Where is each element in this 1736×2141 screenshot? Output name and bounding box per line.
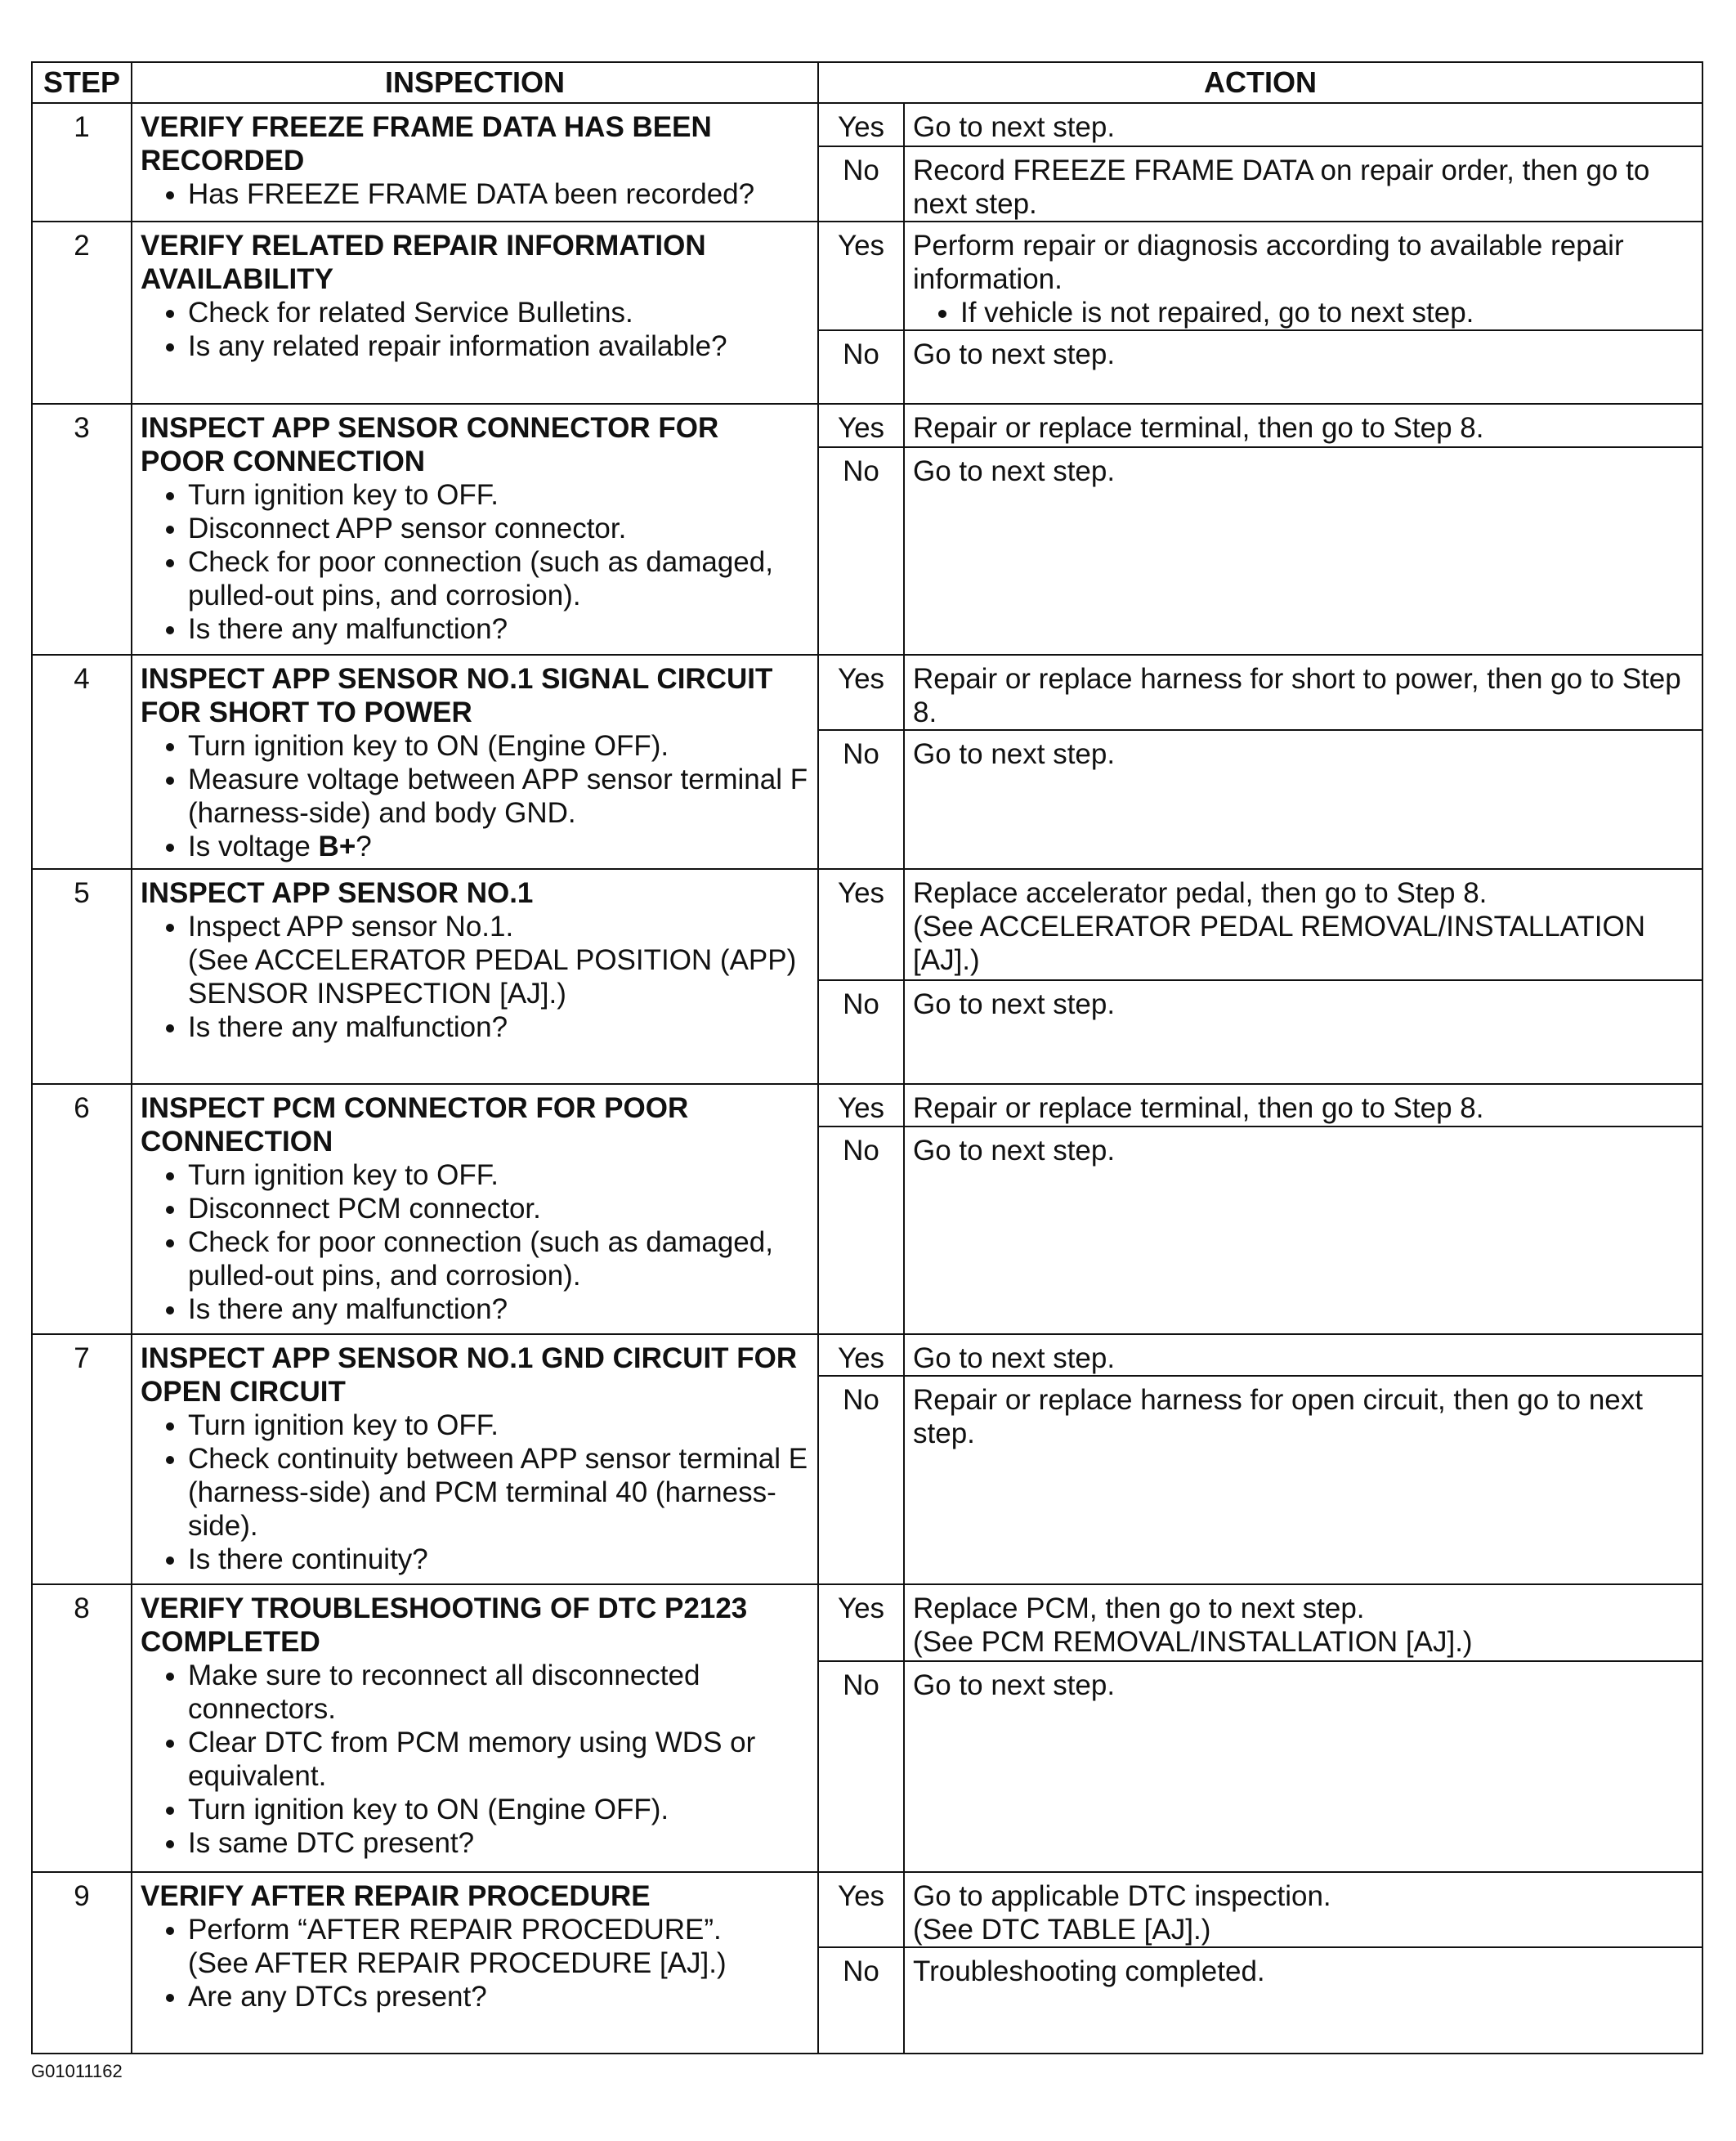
step-number: 8 [32,1584,132,1872]
inspection-list [141,478,809,646]
step-number: 6 [32,1084,132,1334]
inspection-item: • Is there continuity? [188,1543,809,1576]
no-action: Record FREEZE FRAME DATA on repair order, then go to next step. [904,146,1702,222]
step-number: 2 [32,222,132,404]
header-step: STEP [32,62,132,103]
yes-action: Replace PCM, then go to next step. [913,1592,1365,1624]
no-label: No [818,730,904,869]
table-row [32,222,1702,330]
no-action: Go to next step. [904,980,1702,1084]
voltage-question-text: Is voltage [188,831,319,862]
step-number: 9 [32,1872,132,2054]
yes-action: Repair or replace terminal, then go to Step 8. [904,404,1702,447]
table-row [32,103,1702,146]
no-label: No [818,330,904,404]
no-label: No [818,1376,904,1584]
table-row [32,1334,1702,1376]
inspection-list [141,1158,809,1326]
yes-action-cell [904,1584,1702,1661]
no-action: Go to next step. [904,730,1702,869]
yes-label: Yes [818,222,904,330]
inspection-cell [132,1872,818,2054]
inspection-item: • Check for poor connection (such as damaged, pulled-out pins, and corrosion). [188,1225,809,1292]
inspection-item-text: Inspect APP sensor No.1. [188,911,514,943]
no-label: No [818,146,904,222]
yes-label: Yes [818,869,904,980]
reference-text: (See PCM REMOVAL/INSTALLATION [AJ].) [913,1626,1473,1658]
header-inspection: INSPECTION [132,62,818,103]
reference-text: (See AFTER REPAIR PROCEDURE [AJ].) [188,1947,727,1979]
inspection-item [188,830,809,863]
inspection-cell [132,869,818,1084]
table-header-row [32,62,1702,103]
question-mark: ? [356,831,372,862]
table-row [32,1084,1702,1126]
inspection-item: • Is there any malfunction? [188,612,809,646]
action-list [913,296,1693,329]
no-action: Go to next step. [904,447,1702,655]
troubleshooting-table-container [31,61,1702,2054]
no-label: No [818,1126,904,1334]
inspection-title: INSPECT APP SENSOR CONNECTOR FOR POOR CONNECTION [141,412,719,477]
inspection-item: • Turn ignition key to ON (Engine OFF). [188,1793,809,1826]
yes-action: Perform repair or diagnosis according to available repair information. [913,230,1624,295]
inspection-title: VERIFY RELATED REPAIR INFORMATION AVAILABILITY [141,230,706,295]
inspection-item: • Is there any malfunction? [188,1292,809,1326]
troubleshooting-table [31,61,1703,2054]
reference-text: (See ACCELERATOR PEDAL REMOVAL/INSTALLATION [AJ].) [913,911,1646,976]
inspection-item: • Make sure to reconnect all disconnected connectors. [188,1659,809,1726]
voltage-value: B+ [318,831,356,862]
table-row [32,404,1702,447]
inspection-list [141,177,809,211]
step-number: 3 [32,404,132,655]
yes-action: Replace accelerator pedal, then go to Step 8. [913,877,1488,909]
yes-label: Yes [818,404,904,447]
table-row [32,869,1702,980]
inspection-item: • Clear DTC from PCM memory using WDS or equivalent. [188,1726,809,1793]
inspection-cell [132,655,818,869]
reference-text: (See ACCELERATOR PEDAL POSITION (APP) SENSOR INSPECTION [AJ].) [188,944,797,1010]
header-action: ACTION [818,62,1702,103]
inspection-list [141,729,809,863]
no-action: Go to next step. [904,1661,1702,1872]
yes-label: Yes [818,1584,904,1661]
yes-action-cell [904,1872,1702,1947]
yes-action: Repair or replace harness for short to power, then go to Step 8. [904,655,1702,730]
inspection-title: INSPECT APP SENSOR NO.1 SIGNAL CIRCUIT FOR SHORT TO POWER [141,663,773,728]
inspection-item [188,1913,809,1980]
inspection-item: • Check continuity between APP sensor terminal E (harness-side) and PCM terminal 40 (harness-side). [188,1442,809,1543]
yes-action: Go to next step. [904,1334,1702,1376]
inspection-title: VERIFY AFTER REPAIR PROCEDURE [141,1880,651,1912]
inspection-cell [132,1084,818,1334]
inspection-list [141,1659,809,1860]
inspection-item-text: Perform “AFTER REPAIR PROCEDURE”. [188,1914,722,1946]
inspection-list [141,1409,809,1576]
inspection-item: • Turn ignition key to OFF. [188,1158,809,1192]
inspection-item: • Is same DTC present? [188,1826,809,1860]
inspection-item: • Turn ignition key to ON (Engine OFF). [188,729,809,763]
step-number: 5 [32,869,132,1084]
inspection-item [188,910,809,1010]
yes-action: Go to applicable DTC inspection. [913,1880,1331,1912]
yes-action: Repair or replace terminal, then go to Step 8. [904,1084,1702,1126]
inspection-list [141,296,809,363]
inspection-title: INSPECT APP SENSOR NO.1 [141,877,534,909]
no-label: No [818,1947,904,2054]
no-action: Go to next step. [904,1126,1702,1334]
inspection-item: • Has FREEZE FRAME DATA been recorded? [188,177,809,211]
yes-label: Yes [818,103,904,146]
inspection-item: • Disconnect PCM connector. [188,1192,809,1225]
inspection-item: • Measure voltage between APP sensor terminal F (harness-side) and body GND. [188,763,809,830]
inspection-item: • Are any DTCs present? [188,1980,809,2013]
table-row [32,1872,1702,1947]
figure-code: G01011162 [31,2061,123,2081]
no-action: Repair or replace harness for open circuit, then go to next step. [904,1376,1702,1584]
inspection-cell [132,1334,818,1584]
inspection-item: • Check for related Service Bulletins. [188,296,809,329]
inspection-cell [132,222,818,404]
step-number: 4 [32,655,132,869]
inspection-title: VERIFY TROUBLESHOOTING OF DTC P2123 COMPLETED [141,1592,748,1658]
yes-label: Yes [818,655,904,730]
inspection-item: • Is there any malfunction? [188,1010,809,1044]
yes-label: Yes [818,1084,904,1126]
inspection-list [141,1913,809,2013]
reference-text: (See DTC TABLE [AJ].) [913,1914,1211,1946]
table-row [32,655,1702,730]
inspection-list [141,910,809,1044]
no-label: No [818,980,904,1084]
table-row [32,1584,1702,1661]
inspection-item: • Turn ignition key to OFF. [188,1409,809,1442]
yes-action-cell [904,869,1702,980]
yes-action: Go to next step. [904,103,1702,146]
action-item: • If vehicle is not repaired, go to next step. [960,296,1693,329]
no-action: Troubleshooting completed. [904,1947,1702,2054]
inspection-title: INSPECT PCM CONNECTOR FOR POOR CONNECTION [141,1092,689,1158]
inspection-cell [132,404,818,655]
step-number: 7 [32,1334,132,1584]
inspection-item: • Check for poor connection (such as damaged, pulled-out pins, and corrosion). [188,545,809,612]
inspection-title: INSPECT APP SENSOR NO.1 GND CIRCUIT FOR OPEN CIRCUIT [141,1342,798,1408]
step-number: 1 [32,103,132,222]
no-action: Go to next step. [904,330,1702,404]
inspection-item: • Turn ignition key to OFF. [188,478,809,512]
no-label: No [818,447,904,655]
yes-label: Yes [818,1334,904,1376]
no-label: No [818,1661,904,1872]
yes-action-cell [904,222,1702,330]
inspection-item: • Is any related repair information available? [188,329,809,363]
inspection-cell [132,103,818,222]
inspection-title: VERIFY FREEZE FRAME DATA HAS BEEN RECORDED [141,111,712,177]
inspection-item: • Disconnect APP sensor connector. [188,512,809,545]
inspection-cell [132,1584,818,1872]
yes-label: Yes [818,1872,904,1947]
